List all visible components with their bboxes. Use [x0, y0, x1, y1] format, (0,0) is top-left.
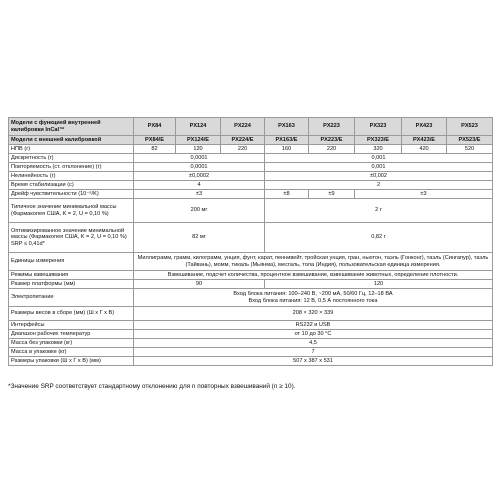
row-label: Размер платформы (мм) — [9, 280, 134, 289]
model-cell: PX224/E — [221, 136, 265, 145]
row-label: Дискретность (г) — [9, 154, 134, 163]
value-cell: 507 x 387 x 531 — [134, 357, 493, 366]
row-label: Время стабилизации (с) — [9, 181, 134, 190]
value-cell: 220 — [221, 145, 265, 154]
model-cell: PX124/E — [176, 136, 221, 145]
power-line-1: Вход блока питания: 100–240 В, ~200 мА, 50/60 Гц, 12–18 ВА — [233, 291, 393, 298]
row-label: Интерфейсы — [9, 321, 134, 330]
model-cell: PX84/E — [134, 136, 176, 145]
row-units — [9, 253, 493, 271]
row-label: Нелинейность (г) — [9, 172, 134, 181]
header-row-internal — [9, 118, 493, 136]
row-label: Размеры упаковки (Ш x Г x В) (мм) — [9, 357, 134, 366]
row-label: Дрейф чувствительности (10⁻⁶/K) — [9, 190, 134, 199]
row-stabilization — [9, 181, 493, 190]
row-nonlinearity — [9, 172, 493, 181]
row-discreteness — [9, 154, 493, 163]
model-cell: PX223/E — [309, 136, 355, 145]
model-cell: PX423 — [402, 118, 447, 136]
value-cell — [134, 289, 493, 307]
value-cell: 82 мг — [134, 223, 265, 253]
value-cell: 320 — [355, 145, 402, 154]
model-cell: PX423/E — [402, 136, 447, 145]
row-label: Размеры весов в сборе (мм) (Ш x Г x В) — [9, 307, 134, 321]
value-cell: 0,001 — [265, 154, 493, 163]
model-cell: PX323 — [355, 118, 402, 136]
power-line-2: Вход блока питания: 12 В, 0,5 А постоянного тока — [248, 297, 378, 304]
row-label: Диапазон рабочих температур — [9, 330, 134, 339]
row-modes — [9, 271, 493, 280]
header-external-label: Модели с внешней калибровкой — [9, 136, 134, 145]
footnote: *Значение SRP соответствует стандартному отклонению для n повторных взвешиваний (n ≥ 10). — [8, 383, 296, 390]
model-cell: PX523 — [447, 118, 493, 136]
header-row-external — [9, 136, 493, 145]
value-cell: 90 — [134, 280, 265, 289]
value-cell: 208 × 320 × 339 — [134, 307, 493, 321]
value-cell: 160 — [265, 145, 309, 154]
model-cell: PX163 — [265, 118, 309, 136]
value-cell: ±8 — [265, 190, 309, 199]
row-dimensions — [9, 307, 493, 321]
row-temperature — [9, 330, 493, 339]
value-cell: 0,0001 — [134, 163, 265, 172]
header-internal-label: Модели с функцией внутренней калибровки InCal™ — [9, 118, 134, 136]
value-cell: 120 — [176, 145, 221, 154]
value-cell: 0,001 — [265, 163, 493, 172]
row-mass-packed — [9, 348, 493, 357]
row-optimized-min-mass — [9, 223, 493, 253]
row-interfaces — [9, 321, 493, 330]
row-label: Единицы измерения — [9, 253, 134, 271]
value-cell: RS232 и USB — [134, 321, 493, 330]
value-cell: ±9 — [309, 190, 355, 199]
value-cell: 2 г — [265, 199, 493, 223]
value-cell: 0,82 г — [265, 223, 493, 253]
model-cell: PX163/E — [265, 136, 309, 145]
row-label: Масса в упаковке (кг) — [9, 348, 134, 357]
value-cell: 7 — [134, 348, 493, 357]
value-cell: 2 — [265, 181, 493, 190]
value-cell: 4,5 — [134, 339, 493, 348]
row-label: Электропитание — [9, 289, 134, 307]
model-cell: PX84 — [134, 118, 176, 136]
model-cell: PX323/E — [355, 136, 402, 145]
row-label: Оптимизированное значение минимальной массы (Фармакопея США, K = 2, U = 0,10 %) SRP ≤ 0,41d* — [9, 223, 134, 253]
specifications-table — [8, 117, 493, 366]
row-package-dims — [9, 357, 493, 366]
row-repeatability — [9, 163, 493, 172]
value-cell: 0,0001 — [134, 154, 265, 163]
specifications-sheet — [8, 117, 492, 366]
model-cell: PX224 — [221, 118, 265, 136]
value-cell: 220 — [309, 145, 355, 154]
row-typical-min-mass — [9, 199, 493, 223]
row-power — [9, 289, 493, 307]
row-platform — [9, 280, 493, 289]
value-cell: ±3 — [134, 190, 265, 199]
value-cell: Взвешивание, подсчет количества, процентное взвешивание, взвешивание животных, определение плотности. — [134, 271, 493, 280]
model-cell: PX523/E — [447, 136, 493, 145]
value-cell: 82 — [134, 145, 176, 154]
value-cell: ±0,002 — [265, 172, 493, 181]
value-cell: 4 — [134, 181, 265, 190]
row-label: Типичное значение минимальной массы (Фармакопея США, K = 2, U = 0,10 %) — [9, 199, 134, 223]
row-drift — [9, 190, 493, 199]
row-npv — [9, 145, 493, 154]
value-cell: 420 — [402, 145, 447, 154]
value-cell: ±3 — [355, 190, 493, 199]
value-cell: 120 — [265, 280, 493, 289]
row-label: Масса без упаковки (кг) — [9, 339, 134, 348]
row-label: НПВ (г) — [9, 145, 134, 154]
model-cell: PX124 — [176, 118, 221, 136]
value-cell: 520 — [447, 145, 493, 154]
model-cell: PX223 — [309, 118, 355, 136]
value-cell: от 10 до 30 °C — [134, 330, 493, 339]
row-label: Режимы взвешивания — [9, 271, 134, 280]
value-cell: ±0,0002 — [134, 172, 265, 181]
row-mass-unpacked — [9, 339, 493, 348]
value-cell: 200 мг — [134, 199, 265, 223]
value-cell: Миллиграмм, грамм, килограмм, унция, фунт, карат, пеннивейт, тройская унция, гран, ньютон, таэль (Гонконг), таэль (Сингапур), таэль (Тайвань), момм, тикаль (Мьянма), месгаль, тола (Индия), пользовательская единица измерения. — [134, 253, 493, 271]
row-label: Повторяемость (ст. отклонение) (г) — [9, 163, 134, 172]
